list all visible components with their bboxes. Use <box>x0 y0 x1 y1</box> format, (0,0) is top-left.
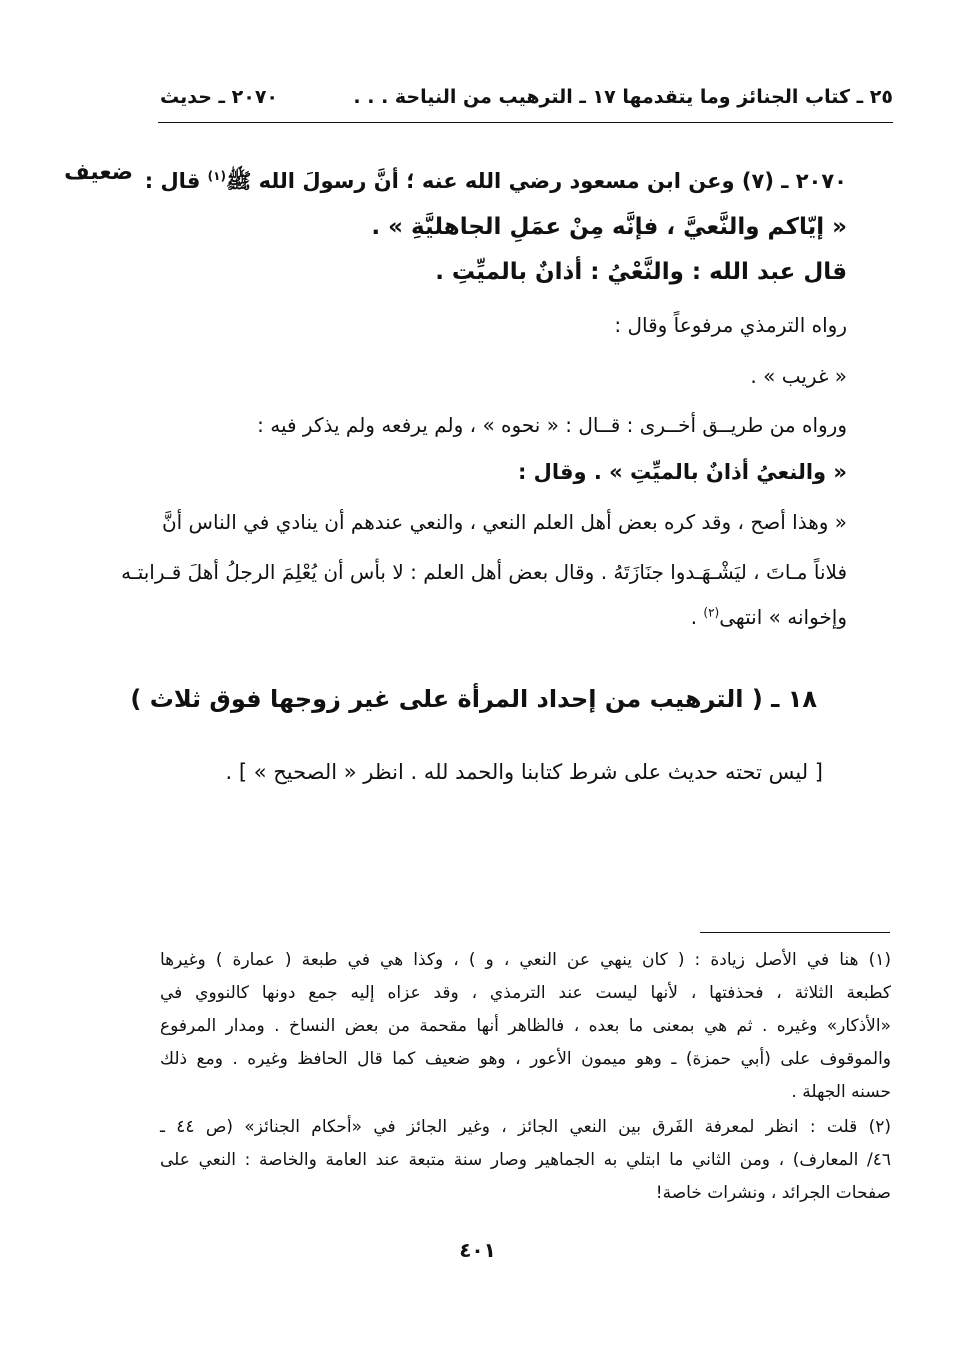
footnote-ref-1[interactable]: (١) <box>207 169 226 183</box>
footnote-2-line: ٤٦/ المعارف) ، ومن الثاني ما ابتلي به الجماهير وصار سنة متبعة عند العامة والخاصة : النعي على <box>160 1150 891 1170</box>
footnote-1-line: (١) هنا في الأصل زيادة : ( كان ينهي عن النعي ، و ) ، وكذا هي في طبعة ( عمارة ) وغيرها <box>160 950 891 970</box>
section-heading: ١٨ ـ ( الترهيب من إحداد المرأة على غير زوجها فوق ثلاث ) <box>130 685 817 713</box>
hadith-line-2: « إيّاكم والنَّعيَّ ، فإنَّه مِنْ عمَلِ الجاهليَّةِ » . <box>371 214 847 240</box>
footnote-1-line: حسنه الجهلة . <box>791 1082 891 1102</box>
hadith-line-8: « وهذا أصح ، وقد كره بعض أهل العلم النعي ، والنعي عندهم أن ينادي في الناس أنَّ <box>161 510 847 534</box>
hadith-line-10 <box>691 605 847 629</box>
header-hadith-number: ٢٠٧٠ ـ حديث <box>160 86 279 108</box>
footnote-1-line: «الأذكار» وغيره . ثم هي بمعنى ما بعده ، فالظاهر أنها مقحمة من بعض النساخ . ومدار المرفوع <box>160 1016 891 1036</box>
footnote-2-line: صفحات الجرائد ، ونشرات خاصة! <box>655 1183 891 1203</box>
page-number: ٤٠١ <box>459 1238 496 1262</box>
footnote-1-line: والموقوف على (أبي حمزة) ـ وهو ميمون الأعور ، وهو ضعيف كما قال الحافظ وغيره . ومع ذلك <box>160 1049 891 1069</box>
hadith-line-10-text: وإخوانه » انتهى <box>719 605 847 629</box>
hadith-line-1-end: قال : <box>144 169 208 193</box>
hadith-line-4: رواه الترمذي مرفوعاً وقال : <box>614 313 847 337</box>
footnote-divider <box>700 932 890 933</box>
hadith-line-9: فلاناً مـاتَ ، ليَشْـهَـدوا جنَازَتَهُ . وقال بعض أهل العلم : لا بأس أن يُعْلِمَ الرجلُ أهلَ قـرابتـه <box>121 560 847 584</box>
footnote-2-line: (٢) قلت : انظر لمعرفة الفَرق بين النعي الجائز ، وغير الجائز في «أحكام الجنائز» (ص ٤٤ ـ <box>160 1117 891 1137</box>
hadith-line-1 <box>145 168 847 199</box>
header-chapter-title: ٢٥ ـ كتاب الجنائز وما يتقدمها ١٧ ـ الترهيب من النياحة . . . <box>353 86 893 108</box>
footnote-ref-2[interactable]: (٢) <box>703 605 720 620</box>
header-divider <box>158 122 893 123</box>
section-note: [ ليس تحته حديث على شرط كتابنا والحمد لله . انظر « الصحيح » ] . <box>225 760 823 784</box>
hadith-line-6: ورواه من طريــق أخــرى : قــال : « نحوه » ، ولم يرفعه ولم يذكر فيه : <box>257 413 847 437</box>
footnote-1-line: كطبعة الثلاثة ، فحذفتها ، لأنها ليست عند الترمذي ، وقد عزاه إليه جمع دونها كالنووي في <box>160 983 891 1003</box>
hadith-line-10-end: . <box>690 605 704 629</box>
hadith-line-1-text: ٢٠٧٠ ـ (٧) وعن ابن مسعود رضي الله عنه ؛ أنَّ رسولَ الله ﷺ <box>225 169 847 193</box>
hadith-line-3: قال عبد الله : والنَّعْيُ : أذانٌ بالميِّتِ . <box>435 259 847 285</box>
hadith-grade-label: ضعيف <box>64 160 133 185</box>
hadith-line-7: « والنعيُ أذانٌ بالميِّتِ » . وقال : <box>517 460 847 484</box>
hadith-line-5: « غريب » . <box>750 364 847 388</box>
